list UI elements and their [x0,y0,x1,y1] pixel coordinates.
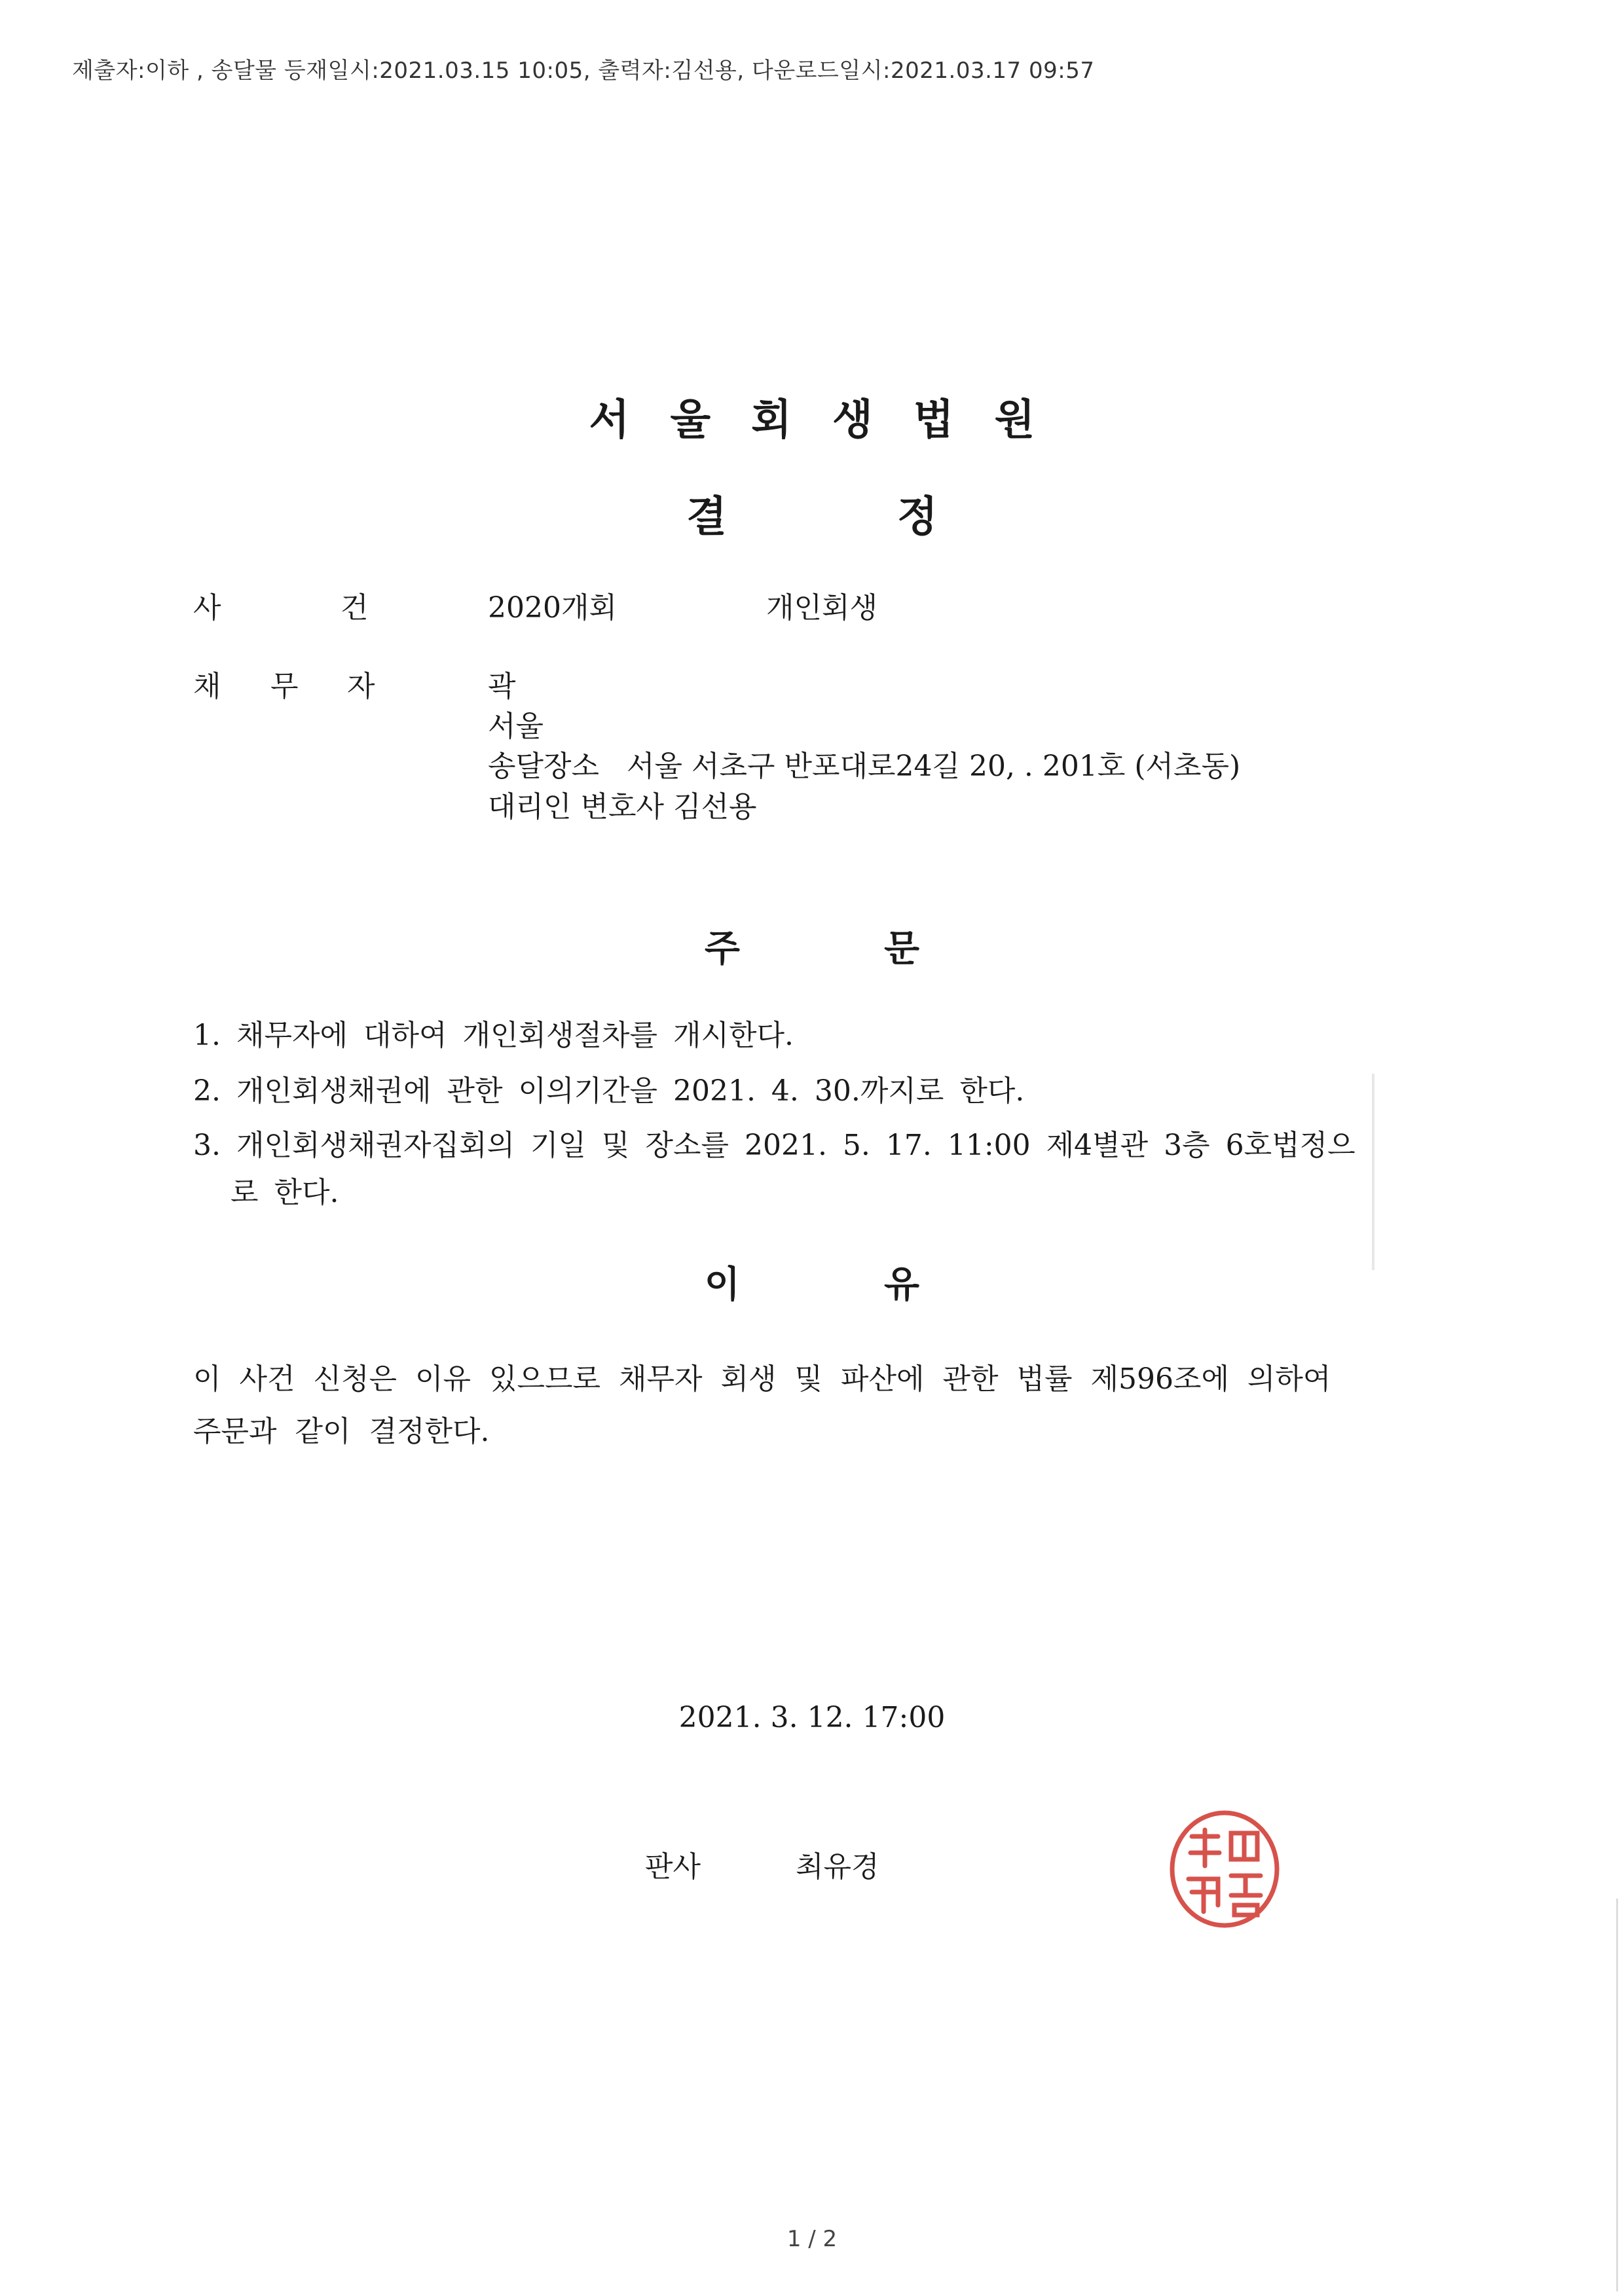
debtor-label-char-1: 채 [193,670,221,703]
order-item-2: 2. 개인회생채권에 관한 이의기간을 2021. 4. 30.까지로 한다. [193,1074,1025,1108]
debtor-name: 곽 [488,670,516,703]
page-number: 1 / 2 [786,2226,838,2252]
order-heading [0,920,1624,972]
order-item-3-continued: 로 한다. [231,1176,339,1209]
reason-heading [0,1256,1624,1308]
document-title-char-2: 정 [897,493,938,541]
case-number: 2020개회 [488,591,617,625]
delivery-place [488,742,1240,784]
case-label-char-2: 건 [341,591,369,625]
decision-date: 2021. 3. 12. 17:00 [678,1701,946,1734]
scan-artifact-right [1372,1074,1375,1270]
document-title [0,483,1624,543]
debtor-agent: 대리인 변호사 김선용 [488,790,757,824]
judge-name: 최유경 [796,1850,879,1884]
order-item-3: 3. 개인회생채권자집회의 기일 및 장소를 2021. 5. 17. 11:00 제4별관 3층 6호법정으 [193,1129,1356,1162]
debtor-address: 서울 [488,710,544,743]
reason-line-1: 이 사건 신청은 이유 있으므로 채무자 회생 및 파산에 관한 법률 제596조에 의하여 [193,1362,1331,1396]
order-item-1: 1. 채무자에 대하여 개인회생절차를 개시한다. [193,1019,794,1052]
document-title-char-1: 결 [686,493,727,541]
delivery-place-label: 송달장소 [488,750,600,783]
delivery-place-address: 서울 서초구 반포대로24길 20, . 201호 (서초동) [626,750,1241,783]
order-heading-char-1: 주 [704,928,740,970]
reason-heading-char-1: 이 [704,1264,740,1306]
court-seal-stamp [1166,1807,1283,1931]
court-name: 서울회생법원 [589,396,1076,445]
reason-heading-char-2: 유 [884,1264,920,1306]
judge-role: 판사 [645,1850,701,1884]
order-heading-char-2: 문 [884,928,920,970]
debtor-label-char-2: 무 [270,670,299,703]
debtor-label-char-3: 자 [347,670,375,703]
scan-artifact-edge [1616,1899,1618,2291]
download-metadata-line: 제출자:이하 , 송달물 등재일시:2021.03.15 10:05, 출력자:김선용, 다운로드일시:2021.03.17 09:57 [72,58,1095,84]
case-label-char-1: 사 [193,591,221,625]
case-type: 개인회생 [766,591,878,625]
reason-line-2: 주문과 같이 결정한다. [193,1415,490,1448]
